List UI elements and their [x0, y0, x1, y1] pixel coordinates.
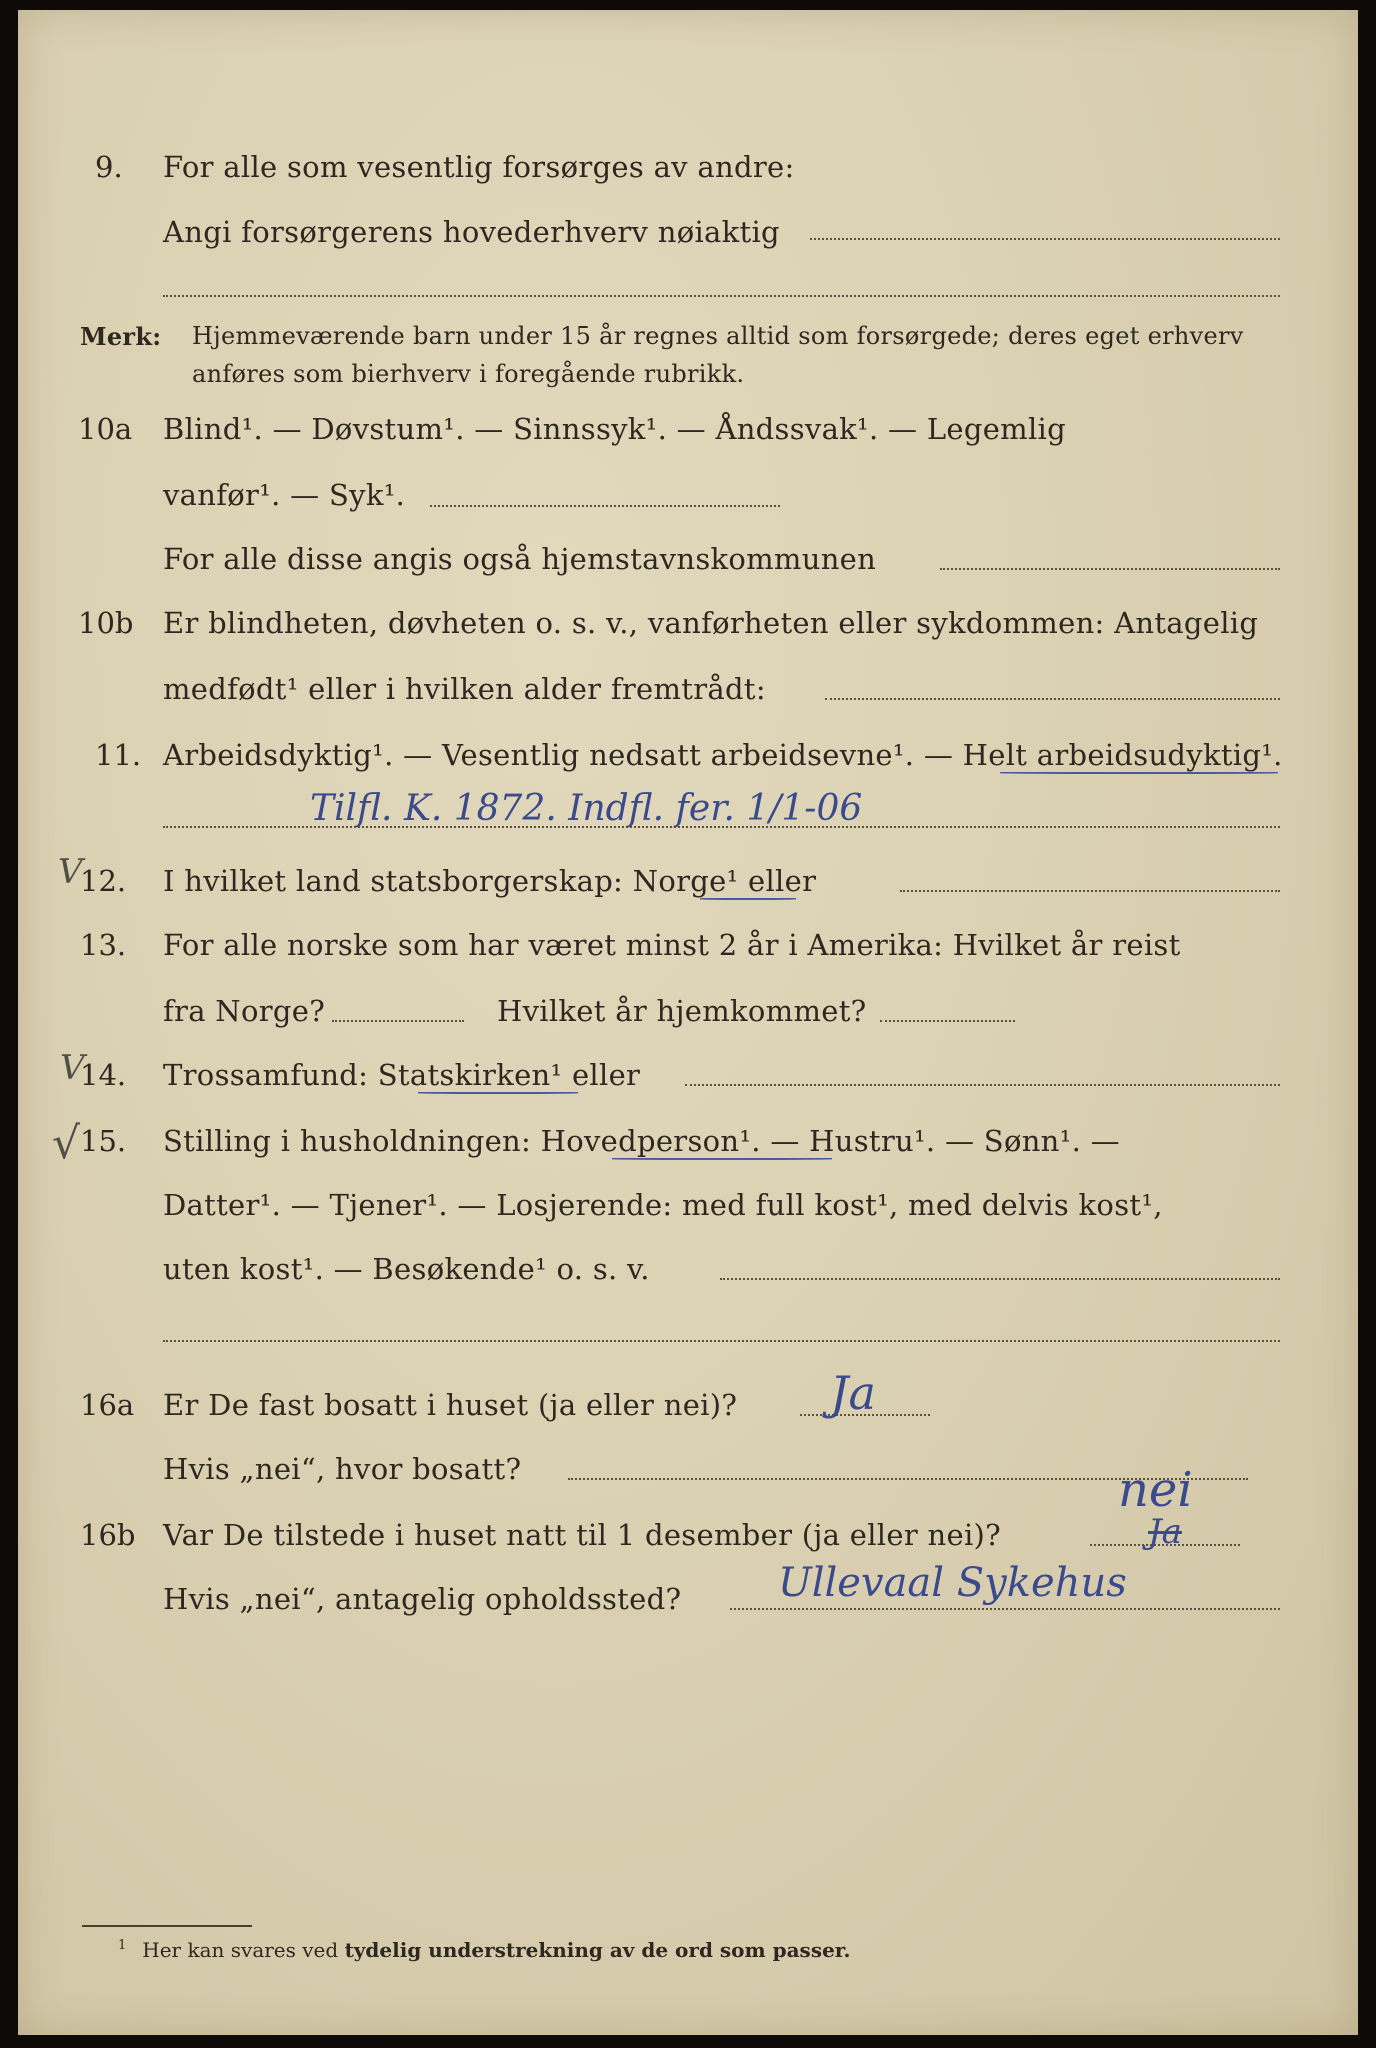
q15-underline-hovedperson	[612, 1158, 832, 1160]
q14-underline-statskirken	[418, 1092, 578, 1094]
q16a-number: 16a	[80, 1388, 135, 1422]
q12-underline-norge	[700, 898, 796, 900]
q9-line2: Angi forsørgerens hovederhverv nøiaktig	[163, 215, 780, 249]
q16a-handwritten-answer: Ja	[830, 1366, 876, 1420]
q13-reist-line[interactable]	[332, 1020, 464, 1022]
merk-line1: Hjemmeværende barn under 15 år regnes alltid som forsørgede; deres eget erhverv	[192, 322, 1244, 350]
q14-number: 14.	[80, 1058, 127, 1092]
q13-hjemkommet-line[interactable]	[880, 1020, 1015, 1022]
q9-answer-line[interactable]	[810, 238, 1280, 240]
footnote	[118, 1938, 850, 1962]
q14-check-mark: V	[60, 1048, 85, 1088]
q15-answer-line-2[interactable]	[163, 1340, 1280, 1342]
q12-check-mark: V	[58, 852, 83, 892]
q12-text: I hvilket land statsborgerskap: Norge¹ eller	[163, 864, 817, 898]
q10a-answer-line[interactable]	[430, 505, 780, 507]
q13-line1: For alle norske som har været minst 2 år i Amerika: Hvilket år reist	[163, 928, 1181, 962]
q11-number: 11.	[95, 738, 142, 772]
q16b-line1: Var De tilstede i huset natt til 1 desember (ja eller nei)?	[163, 1518, 1001, 1552]
q10a-line2: vanfør¹. — Syk¹.	[163, 478, 406, 512]
footnote-plain-text: Her kan svares ved	[142, 1938, 345, 1962]
q16a-line1: Er De fast bosatt i huset (ja eller nei)?	[163, 1388, 738, 1422]
q10b-answer-line[interactable]	[825, 698, 1280, 700]
q10a-line3: For alle disse angis også hjemstavnskommunen	[163, 542, 877, 576]
q16b-handwritten-answer: nei	[1118, 1462, 1193, 1518]
q16b-number: 16b	[80, 1518, 136, 1552]
q10b-line1: Er blindheten, døvheten o. s. v., vanførheten eller sykdommen: Antagelig	[163, 606, 1259, 640]
q15-number: 15.	[80, 1124, 127, 1158]
q10b-number: 10b	[78, 606, 134, 640]
footnote-rule	[82, 1925, 252, 1927]
q15-line1: Stilling i husholdningen: Hovedperson¹. — Hustru¹. — Sønn¹. —	[163, 1124, 1120, 1158]
q16a-line2: Hvis „nei“, hvor bosatt?	[163, 1452, 522, 1486]
q10a-number: 10a	[78, 412, 133, 446]
q9-answer-line-2[interactable]	[163, 295, 1280, 297]
q11-handwritten-note: Tilfl. K. 1872. Indfl. fer. 1/1-06	[310, 788, 863, 829]
q13-line2a: fra Norge?	[163, 994, 326, 1028]
q11-answer-line[interactable]	[163, 826, 1280, 828]
q14-answer-line[interactable]	[685, 1084, 1280, 1086]
q9-line1: For alle som vesentlig forsørges av andre:	[163, 150, 795, 184]
q16b-line2: Hvis „nei“, antagelig opholdssted?	[163, 1582, 682, 1616]
q9-number: 9.	[95, 150, 123, 184]
q10a-line1: Blind¹. — Døvstum¹. — Sinnssyk¹. — Åndssvak¹. — Legemlig	[163, 412, 1066, 446]
q13-line2b: Hvilket år hjemkommet?	[497, 994, 867, 1028]
q15-check-mark: √	[52, 1118, 81, 1169]
q13-number: 13.	[80, 928, 127, 962]
footnote-mark: 1	[118, 1938, 127, 1953]
merk-label: Merk:	[80, 322, 162, 351]
q11-line1: Arbeidsdyktig¹. — Vesentlig nedsatt arbeidsevne¹. — Helt arbeidsudyktig¹.	[163, 738, 1283, 772]
q16b-handwritten-opholdssted: Ullevaal Sykehus	[778, 1560, 1127, 1606]
q10a-hjemstavn-line[interactable]	[940, 568, 1280, 570]
q16b-opholdssted-line[interactable]	[730, 1608, 1280, 1610]
q11-underline-helt-arbeidsudyktig	[1000, 772, 1278, 774]
merk-line2: anføres som bierhverv i foregående rubrikk.	[192, 360, 745, 388]
footnote-bold-text: tydelig understrekning av de ord som passer.	[344, 1938, 851, 1962]
q15-line3: uten kost¹. — Besøkende¹ o. s. v.	[163, 1252, 650, 1286]
q16b-struck-answer: Ja	[1148, 1512, 1182, 1552]
q12-number: 12.	[80, 864, 127, 898]
q10b-line2: medfødt¹ eller i hvilken alder fremtrådt:	[163, 672, 766, 706]
q15-line2: Datter¹. — Tjener¹. — Losjerende: med full kost¹, med delvis kost¹,	[163, 1188, 1163, 1222]
q12-answer-line[interactable]	[900, 890, 1280, 892]
q15-answer-line[interactable]	[720, 1278, 1280, 1280]
q14-text: Trossamfund: Statskirken¹ eller	[163, 1058, 641, 1092]
